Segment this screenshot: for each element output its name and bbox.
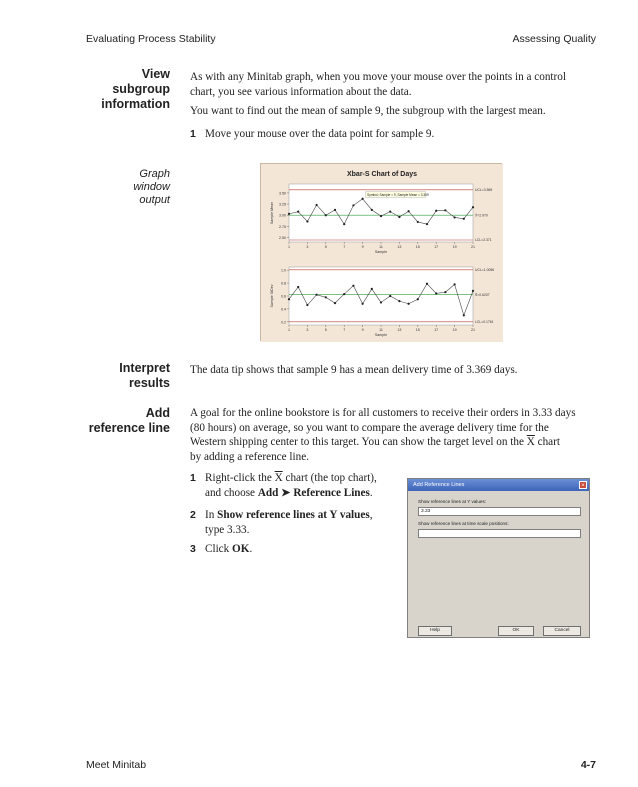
- reference-step-3: 3 Click OK.: [190, 543, 253, 555]
- ok-button[interactable]: OK: [498, 626, 534, 636]
- section-heading-interpret: Interpret results: [119, 361, 170, 390]
- s-y-tick-label: 0.2: [281, 320, 286, 325]
- running-footer-left: Meet Minitab: [86, 759, 147, 771]
- running-header-left: Evaluating Process Stability: [86, 33, 216, 45]
- s-x-tick-label: 7: [343, 328, 346, 332]
- xbar-data-point: [408, 210, 410, 212]
- xbar-data-point: [426, 223, 428, 225]
- s-data-point: [316, 294, 318, 296]
- s-center-label: S̄=0.6207: [475, 292, 490, 297]
- s-data-point: [435, 292, 437, 294]
- s-data-point: [463, 314, 465, 316]
- time-scale-input[interactable]: [418, 529, 581, 538]
- xbar-y-tick-label: 2.50: [279, 236, 286, 241]
- xbar-x-tick-label: 21: [471, 245, 475, 249]
- xbar-data-point: [371, 209, 373, 211]
- interpret-paragraph: The data tip shows that sample 9 has a mean delivery time of 3.369 days.: [190, 364, 518, 376]
- xbar-data-point: [389, 211, 391, 213]
- view-step-1: 1 Move your mouse over the data point for sample 9.: [190, 128, 435, 140]
- s-x-tick-label: 11: [379, 328, 383, 332]
- page-number: 4-7: [580, 759, 596, 771]
- s-data-point: [444, 291, 446, 293]
- s-x-tick-label: 19: [452, 328, 457, 332]
- y-values-label: Show reference lines at Y values:: [418, 499, 487, 504]
- xbar-y-tick-label: 3.00: [279, 213, 286, 218]
- xbar-x-tick-label: 17: [434, 245, 439, 249]
- s-plot-area: [289, 267, 473, 325]
- s-y-axis-label: Sample StDev: [270, 284, 274, 308]
- s-y-tick-label: 0.8: [281, 281, 286, 286]
- help-button[interactable]: Help: [418, 626, 452, 636]
- s-x-tick-label: 21: [471, 328, 475, 332]
- s-x-tick-label: 5: [324, 328, 327, 332]
- s-data-point: [334, 302, 336, 304]
- y-values-input[interactable]: 3.33: [418, 507, 581, 516]
- xbar-y-axis-label: Sample Mean: [270, 201, 274, 225]
- xbar-data-point: [380, 215, 382, 217]
- close-icon[interactable]: ×: [579, 481, 587, 489]
- reference-step-2: 2 In Show reference lines at Y values, type 3.33.: [190, 509, 373, 536]
- xbar-x-tick-label: 1: [288, 245, 290, 249]
- add-reference-lines-dialog: [407, 478, 590, 638]
- s-x-axis-label: Sample: [374, 333, 388, 337]
- s-x-tick-label: 17: [434, 328, 439, 332]
- xbar-x-tick-label: 9: [361, 245, 364, 249]
- graph-window: [260, 163, 502, 341]
- xbar-ucl-label: UCL=3.569: [475, 188, 493, 193]
- xbar-data-point: [435, 210, 437, 212]
- s-data-point: [306, 304, 308, 306]
- xbar-x-tick-label: 3: [306, 245, 309, 249]
- xbar-data-tip: Symbol; Sample = 9, Sample Mean = 3.369: [367, 192, 429, 197]
- graph-window-output-label: Graph window output: [133, 168, 170, 206]
- s-data-point: [325, 296, 327, 298]
- xbar-data-point: [297, 211, 299, 213]
- xbar-y-tick-label: 3.25: [279, 202, 286, 207]
- xbar-x-axis-label: Sample: [374, 250, 388, 254]
- xbar-data-point: [362, 198, 364, 200]
- xbar-data-point: [472, 206, 474, 208]
- section-heading-view: View subgroup information: [101, 67, 170, 111]
- xbar-x-tick-label: 5: [324, 245, 327, 249]
- xbar-data-point: [334, 209, 336, 211]
- s-lcl-label: LCL=0.1761: [475, 319, 494, 324]
- chart-title: Xbar-S Chart of Days: [346, 171, 418, 178]
- xbar-x-tick-label: 13: [397, 245, 402, 249]
- s-x-tick-label: 13: [397, 328, 402, 332]
- s-data-point: [389, 295, 391, 297]
- xbar-x-tick-label: 19: [452, 245, 457, 249]
- s-y-tick-label: 0.6: [281, 294, 286, 299]
- xbar-y-tick-label: 2.75: [279, 224, 286, 229]
- xbar-data-point: [343, 223, 345, 225]
- xbar-x-tick-label: 7: [343, 245, 346, 249]
- s-data-point: [343, 293, 345, 295]
- s-data-point: [472, 290, 474, 292]
- xbar-data-point: [288, 213, 290, 215]
- xbar-lcl-label: LCL=2.371: [475, 238, 492, 243]
- running-header-right: Assessing Quality: [512, 33, 596, 45]
- reference-paragraph: A goal for the online bookstore is for all customers to receive their orders in 3.33 days (80 hours) on average, so you want to compare the average delivery time for the Western shipping center to this target. You can show the target level on the $\overline{X}$ chart by adding a reference line.: [190, 407, 576, 463]
- xbar-symbol: $\overline{X}$: [526, 436, 535, 448]
- s-x-tick-label: 9: [361, 328, 364, 332]
- xbar-data-point: [444, 209, 446, 211]
- s-data-point: [417, 298, 419, 300]
- s-data-point: [352, 285, 354, 287]
- xbar-center-label: X̄=2.970: [475, 213, 488, 218]
- s-y-tick-label: 0.4: [281, 307, 286, 312]
- xbar-y-tick-label: 3.50: [279, 191, 286, 196]
- s-data-point: [408, 303, 410, 305]
- s-data-point: [288, 298, 290, 300]
- xbar-data-point: [352, 204, 354, 206]
- s-x-tick-label: 15: [415, 328, 420, 332]
- section-heading-reference: Add reference line: [88, 406, 170, 435]
- xbar-data-point: [417, 221, 419, 223]
- xbar-data-point: [325, 214, 327, 216]
- xbar-data-point: [398, 216, 400, 218]
- dialog-title-bar: Add Reference Lines ×: [408, 479, 589, 491]
- xbar-data-point: [306, 220, 308, 222]
- view-paragraph-1: As with any Minitab graph, when you move your mouse over the points in a control chart, you see various information about the data.: [190, 71, 566, 98]
- s-data-point: [426, 283, 428, 285]
- xbar-data-point: [316, 204, 318, 206]
- s-data-point: [371, 288, 373, 290]
- s-data-point: [380, 301, 382, 303]
- s-y-tick-label: 1.0: [281, 268, 286, 273]
- view-paragraph-2: You want to find out the mean of sample 9, the subgroup with the largest mean.: [190, 105, 546, 117]
- s-data-point: [454, 283, 456, 285]
- s-data-point: [297, 286, 299, 288]
- s-data-point: [398, 300, 400, 302]
- xbar-x-tick-label: 15: [415, 245, 420, 249]
- reference-step-1: 1 Right-click the $\overline{X}$ chart (the top chart), and choose Add ➤ Reference Lines.: [190, 472, 377, 499]
- xbar-x-tick-label: 11: [379, 245, 383, 249]
- s-ucl-label: UCL=1.0056: [475, 268, 495, 273]
- s-x-tick-label: 3: [306, 328, 309, 332]
- xbar-data-point: [454, 216, 456, 218]
- s-x-tick-label: 1: [288, 328, 290, 332]
- cancel-button[interactable]: Cancel: [543, 626, 581, 636]
- xbar-s-chart: [261, 164, 503, 342]
- time-scale-label: Show reference lines at time scale positions:: [418, 521, 509, 526]
- xbar-data-point: [463, 218, 465, 220]
- s-data-point: [362, 303, 364, 305]
